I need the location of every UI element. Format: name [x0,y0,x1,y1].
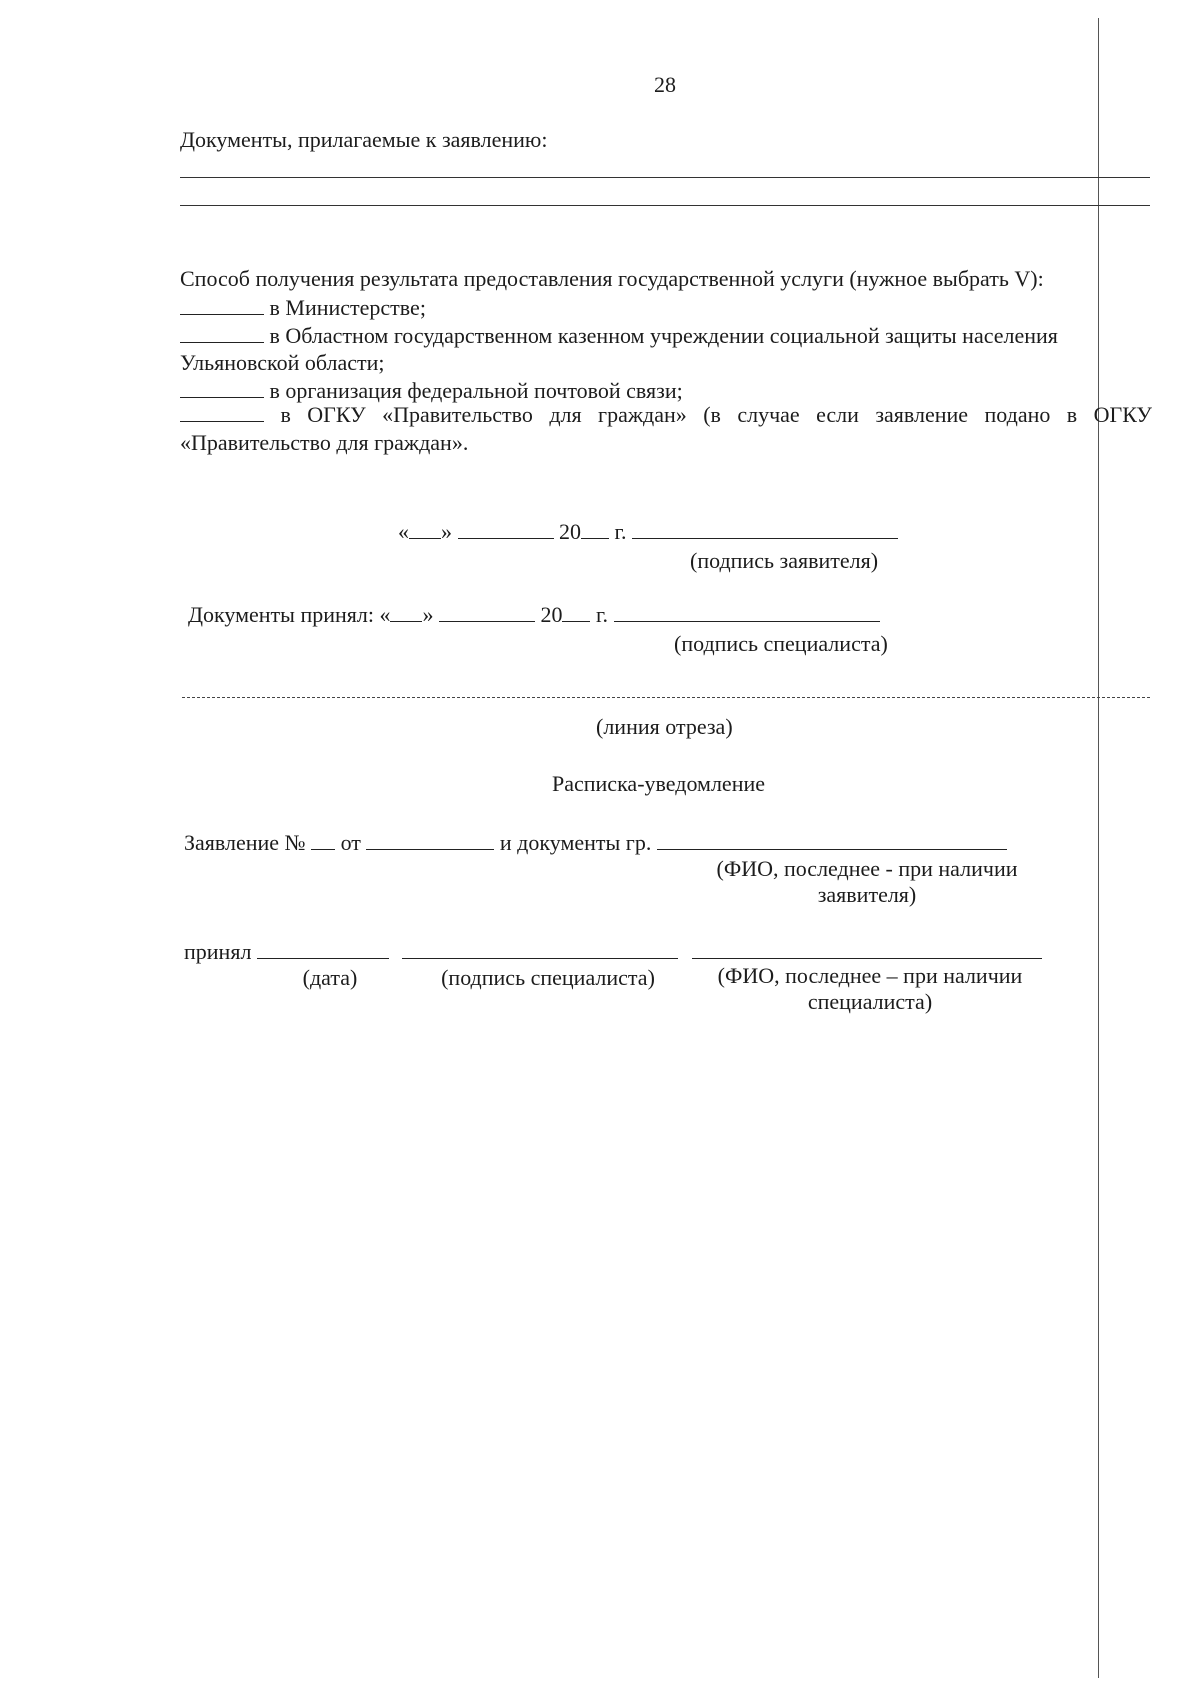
docs-accepted-signature-field[interactable] [614,603,880,622]
attached-docs-label: Документы, прилагаемые к заявлению: [180,127,548,152]
receipt-application-number-field[interactable] [311,831,335,850]
docs-accepted-month-field[interactable] [439,603,535,622]
method-heading: Способ получения результата предоставления государственной услуги (нужное выбрать V): [180,266,1044,291]
docs-accepted-year-prefix: 20 [540,602,563,627]
applicant-year-field[interactable] [581,520,609,539]
method-gov-checkbox-blank[interactable] [180,403,264,422]
receipt-accepted-signature-field[interactable] [402,940,678,959]
attached-docs-line-2[interactable] [180,205,1150,206]
method-option-ogku-social-row [180,324,1058,347]
method-option-ogku-social-cont: Ульяновской области; [180,350,385,375]
receipt-fio-caption-2: заявителя) [817,882,917,907]
docs-accepted-caption: (подпись специалиста) [674,631,888,656]
receipt-docs-label: и документы гр. [499,830,652,855]
method-option-ogku-social: в Областном государственном казенном учреждении социальной защиты населения [269,323,1058,348]
applicant-close-quote: » [441,519,452,544]
applicant-day-field[interactable] [409,520,441,539]
receipt-fio-caption-1: (ФИО, последнее - при наличии [716,856,1018,881]
applicant-signature-caption: (подпись заявителя) [690,548,879,573]
cut-line [182,697,1150,698]
receipt-specialist-fio-caption-2: специалиста) [807,989,933,1014]
receipt-application-label: Заявление № [184,830,306,855]
docs-accepted-year-suffix: г. [595,602,609,627]
docs-accepted-row [188,603,880,626]
method-option-ministry: в Министерстве; [269,295,426,320]
receipt-applicant-fio-field[interactable] [657,831,1007,850]
scan-vertical-line [1098,18,1099,1678]
applicant-date-row [398,520,898,543]
method-option-gov-citizens: в ОГКУ «Правительство для граждан» (в случае если заявление подано в ОГКУ «Правительство для граждан». [180,402,1153,455]
applicant-year-prefix: 20 [559,519,581,544]
docs-accepted-year-field[interactable] [562,603,590,622]
page-number: 28 [654,72,676,97]
applicant-open-quote: « [398,519,409,544]
receipt-accepted-label: принял [184,939,252,964]
receipt-date-caption: (дата) [302,965,358,990]
applicant-month-field[interactable] [458,520,554,539]
receipt-signature-caption: (подпись специалиста) [441,965,655,990]
receipt-title: Расписка-уведомление [552,771,766,796]
method-option-ministry-row [180,296,426,319]
method-ministry-checkbox-blank[interactable] [180,296,264,315]
receipt-accepted-row [184,940,1042,963]
receipt-accepted-fio-field[interactable] [692,940,1042,959]
applicant-year-suffix: г. [614,519,627,544]
applicant-signature-field[interactable] [632,520,898,539]
docs-accepted-label: Документы принял: « [188,602,391,627]
receipt-application-row [184,831,1007,854]
receipt-application-date-field[interactable] [366,831,494,850]
docs-accepted-close-quote: » [422,602,434,627]
method-option-post: в организация федеральной почтовой связи; [269,378,683,403]
attached-docs-line-1[interactable] [180,177,1150,178]
method-social-checkbox-blank[interactable] [180,324,264,343]
receipt-specialist-fio-caption-1: (ФИО, последнее – при наличии [717,963,1023,988]
method-option-post-row [180,379,683,402]
method-option-gov-citizens-row [180,401,1152,457]
receipt-from-label: от [340,830,361,855]
cut-line-caption: (линия отреза) [596,714,733,739]
receipt-accepted-date-field[interactable] [257,940,389,959]
method-post-checkbox-blank[interactable] [180,379,264,398]
docs-accepted-day-field[interactable] [390,603,422,622]
